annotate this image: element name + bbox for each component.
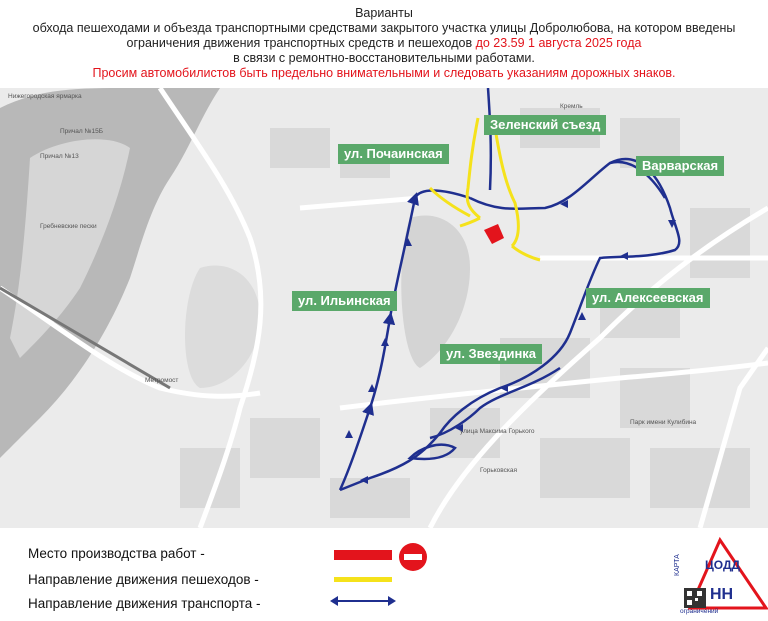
header-warning: Просим автомобилистов быть предельно внимательными и следовать указаниям дорожных знаков.	[92, 66, 676, 80]
header-line3	[0, 36, 768, 51]
header	[0, 6, 768, 81]
header-deadline: до 23.59 1 августа 2025 года	[475, 36, 642, 50]
logo-caption: ограничений	[680, 608, 719, 615]
label-prichal-1: Причал №15Б	[60, 128, 103, 135]
label-yarmarka: Нижегородская ярмарка	[8, 93, 82, 100]
label-gorkogo: улица Максима Горького	[460, 428, 535, 435]
label-pochainskaya: ул. Почаинская	[338, 144, 449, 164]
logo-title: ЦОДД	[705, 558, 741, 572]
legend-transport-label: Направление движения транспорта -	[28, 596, 261, 611]
no-entry-icon	[399, 543, 427, 571]
label-kreml: Кремль	[560, 103, 583, 110]
legend-work-site-label: Место производства работ -	[28, 546, 205, 561]
legend-transport-arrow-icon	[330, 594, 396, 608]
legend-work-site-bar	[334, 550, 392, 560]
map[interactable]	[0, 88, 768, 528]
header-line2: обхода пешеходами и объезда транспортными средствами закрытого участка улицы Добролюбова, на котором введены	[32, 21, 736, 35]
label-prichal-2: Причал №13	[40, 153, 79, 160]
label-varvarskaya: Варварская	[636, 156, 724, 176]
logo-letters: НН	[710, 586, 734, 603]
label-ilyinskaya: ул. Ильинская	[292, 291, 397, 311]
label-metromost: Метромост	[145, 377, 179, 384]
label-alekseevskaya: ул. Алексеевская	[586, 288, 710, 308]
logo-side-text: КАРТА	[674, 554, 681, 576]
label-peski: Гребневские пески	[40, 223, 97, 230]
label-gorkovskaya: Горьковская	[480, 467, 517, 474]
label-zvezdinka: ул. Звездинка	[440, 344, 542, 364]
legend-pedestrian-label: Направление движения пешеходов -	[28, 572, 259, 587]
label-zelensky: Зеленский съезд	[484, 115, 606, 135]
header-line4: в связи с ремонтно-восстановительными работами.	[233, 51, 535, 65]
codd-logo	[672, 536, 768, 616]
legend-pedestrian-line	[334, 577, 392, 582]
logo-triangle-icon	[672, 536, 768, 616]
label-park: Парк имени Кулибина	[630, 419, 697, 426]
header-line3-text: ограничения движения транспортных средств и пешеходов	[126, 36, 473, 50]
header-title: Варианты	[355, 6, 413, 20]
